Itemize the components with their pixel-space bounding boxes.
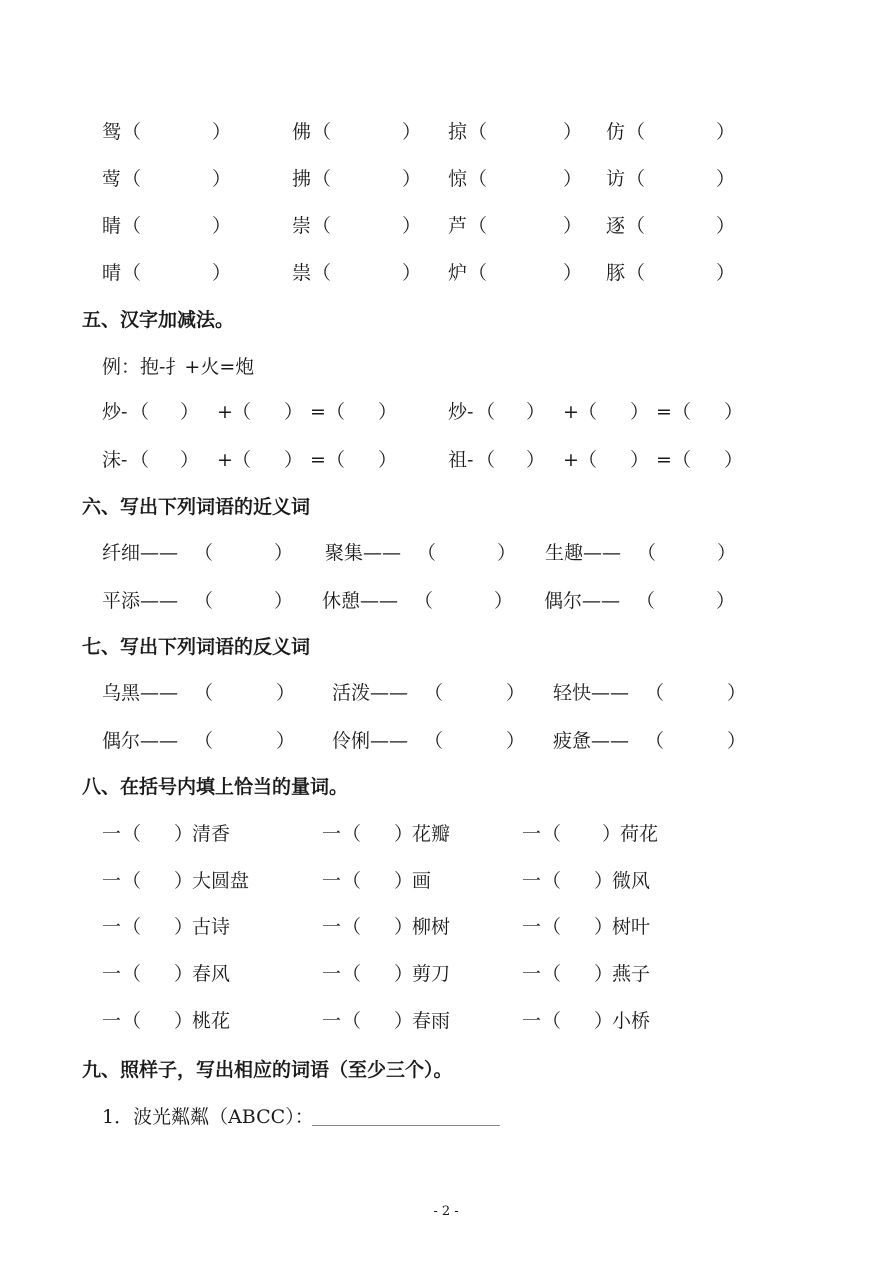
answer-blank[interactable] <box>648 256 716 290</box>
char-label: 晴 <box>102 262 122 284</box>
measure-word-row <box>0 910 892 944</box>
answer-blank-close-paren: ） <box>594 1010 614 1032</box>
one-prefix: 一 <box>322 916 342 938</box>
answer-blank-open-paren: （ <box>468 262 488 284</box>
answer-blank[interactable] <box>254 395 284 429</box>
noun-label: 画 <box>412 870 432 892</box>
answer-blank[interactable] <box>694 443 724 477</box>
char-label: 炉 <box>448 262 468 284</box>
answer-blank-close-paren: ） <box>276 730 296 752</box>
equation-start: 祖- <box>448 449 474 471</box>
word-label: 聚集—— <box>325 542 402 564</box>
answer-blank-close-paren: ） <box>402 121 422 143</box>
answer-blank[interactable] <box>648 162 716 196</box>
answer-blank[interactable] <box>216 724 276 758</box>
answer-blank[interactable] <box>490 162 563 196</box>
answer-blank-close-paren: ） <box>378 449 398 471</box>
answer-blank-close-paren: ） <box>716 168 736 190</box>
char-label: 芦 <box>448 215 468 237</box>
answer-blank-open-paren: （ <box>122 215 142 237</box>
answer-blank-open-paren: （ <box>326 449 346 471</box>
answer-blank[interactable] <box>364 957 394 991</box>
answer-blank[interactable] <box>152 395 180 429</box>
word-label: 偶尔—— <box>544 590 621 612</box>
answer-blank-close-paren: ） <box>494 590 514 612</box>
answer-blank-open-paren: （ <box>342 1010 362 1032</box>
answer-blank-open-paren: （ <box>312 168 332 190</box>
answer-blank-open-paren: （ <box>312 121 332 143</box>
plus-sign: + <box>563 401 579 423</box>
answer-blank-close-paren: ） <box>724 401 744 423</box>
answer-blank-close-paren: ） <box>402 262 422 284</box>
noun-label: 花瓣 <box>412 823 451 845</box>
section-9-heading: 九、照样子，写出相应的词语（至少三个）。 <box>82 1059 453 1081</box>
answer-blank-open-paren: （ <box>424 682 444 704</box>
answer-blank-open-paren: （ <box>578 449 598 471</box>
answer-blank-open-paren: （ <box>122 168 142 190</box>
answer-blank-close-paren: ） <box>594 916 614 938</box>
answer-blank-close-paren: ） <box>276 682 296 704</box>
noun-label: 荷花 <box>620 823 659 845</box>
answer-blank[interactable] <box>334 256 402 290</box>
one-prefix: 一 <box>102 916 122 938</box>
answer-blank-open-paren: （ <box>468 121 488 143</box>
answer-blank-open-paren: （ <box>194 682 214 704</box>
answer-blank-open-paren: （ <box>326 401 346 423</box>
noun-label: 春风 <box>192 963 231 985</box>
answer-blank[interactable] <box>216 536 274 570</box>
answer-blank-open-paren: （ <box>122 121 142 143</box>
answer-blank[interactable] <box>600 443 630 477</box>
answer-blank-close-paren: ） <box>174 963 194 985</box>
answer-blank-open-paren: （ <box>637 542 657 564</box>
answer-blank-close-paren: ） <box>630 449 650 471</box>
answer-blank-open-paren: （ <box>122 963 142 985</box>
answer-blank-close-paren: ） <box>717 542 737 564</box>
answer-blank[interactable] <box>564 957 594 991</box>
answer-blank-close-paren: ） <box>526 449 546 471</box>
answer-blank-close-paren: ） <box>284 449 304 471</box>
answer-blank[interactable] <box>144 817 174 851</box>
answer-blank-open-paren: （ <box>122 823 142 845</box>
item-label: 1．波光粼粼（ABCC）： <box>102 1106 314 1128</box>
answer-blank-close-paren: ） <box>497 542 517 564</box>
char-label: 仿 <box>606 121 626 143</box>
answer-blank[interactable] <box>490 256 563 290</box>
answer-blank-open-paren: （ <box>122 916 142 938</box>
noun-label: 小桥 <box>612 1010 651 1032</box>
answer-blank-open-paren: （ <box>578 401 598 423</box>
plus-sign: + <box>217 449 233 471</box>
word-label: 纤细—— <box>102 542 179 564</box>
char-label: 莺 <box>102 168 122 190</box>
char-label: 崇 <box>292 215 312 237</box>
answer-blank-close-paren: ） <box>724 449 744 471</box>
answer-blank-close-paren: ） <box>727 730 747 752</box>
one-prefix: 一 <box>322 963 342 985</box>
one-prefix: 一 <box>322 870 342 892</box>
answer-blank[interactable] <box>144 256 212 290</box>
answer-blank[interactable] <box>667 724 727 758</box>
answer-blank-open-paren: （ <box>130 449 150 471</box>
answer-blank-close-paren: ） <box>394 963 414 985</box>
answer-blank-close-paren: ） <box>394 1010 414 1032</box>
answer-blank-close-paren: ） <box>174 916 194 938</box>
answer-blank-close-paren: ） <box>174 823 194 845</box>
answer-blank-close-paren: ） <box>563 121 583 143</box>
answer-blank-open-paren: （ <box>542 1010 562 1032</box>
noun-label: 剪刀 <box>412 963 451 985</box>
answer-blank-open-paren: （ <box>122 870 142 892</box>
one-prefix: 一 <box>102 870 122 892</box>
char-label: 掠 <box>448 121 468 143</box>
answer-blank[interactable] <box>498 443 526 477</box>
equals-sign: = <box>656 449 672 471</box>
word-label: 休憩—— <box>322 590 399 612</box>
answer-blank-open-paren: （ <box>342 870 362 892</box>
answer-blank[interactable] <box>498 395 526 429</box>
equation-start: 沫- <box>102 449 128 471</box>
answer-blank[interactable] <box>490 115 563 149</box>
answer-blank[interactable] <box>694 395 724 429</box>
answer-blank-close-paren: ） <box>630 401 650 423</box>
answer-blank-close-paren: ） <box>506 682 526 704</box>
answer-blank-open-paren: （ <box>232 401 252 423</box>
answer-blank-open-paren: （ <box>542 916 562 938</box>
equals-sign: = <box>310 401 326 423</box>
answer-blank[interactable] <box>439 536 497 570</box>
word-label: 疲惫—— <box>553 730 630 752</box>
char-label: 访 <box>606 168 626 190</box>
word-label: 乌黑—— <box>102 682 179 704</box>
answer-line[interactable] <box>312 1125 500 1126</box>
measure-word-row <box>0 817 892 851</box>
plus-sign: + <box>563 449 579 471</box>
answer-blank-open-paren: （ <box>476 449 496 471</box>
answer-blank-close-paren: ） <box>716 215 736 237</box>
answer-blank-open-paren: （ <box>542 963 562 985</box>
char-label: 祟 <box>292 262 312 284</box>
answer-blank[interactable] <box>648 115 716 149</box>
section-7-heading: 七、写出下列词语的反义词 <box>82 636 311 658</box>
answer-blank-open-paren: （ <box>645 730 665 752</box>
answer-blank-open-paren: （ <box>542 870 562 892</box>
answer-blank-open-paren: （ <box>626 262 646 284</box>
equals-sign: = <box>310 449 326 471</box>
answer-blank-open-paren: （ <box>342 916 362 938</box>
answer-blank[interactable] <box>144 115 212 149</box>
char-label: 拂 <box>292 168 312 190</box>
answer-blank[interactable] <box>564 864 594 898</box>
answer-blank[interactable] <box>216 584 274 618</box>
answer-blank-close-paren: ） <box>212 168 232 190</box>
synonym-row <box>0 536 892 570</box>
answer-blank[interactable] <box>446 676 506 710</box>
page-number: - 2 - <box>433 1204 459 1219</box>
answer-blank[interactable] <box>216 676 276 710</box>
answer-blank[interactable] <box>364 864 394 898</box>
one-prefix: 一 <box>102 1010 122 1032</box>
answer-blank-open-paren: （ <box>476 401 496 423</box>
noun-label: 树叶 <box>612 916 651 938</box>
answer-blank-open-paren: （ <box>626 215 646 237</box>
answer-blank-close-paren: ） <box>180 449 200 471</box>
answer-blank[interactable] <box>564 910 594 944</box>
answer-blank[interactable] <box>490 209 563 243</box>
answer-blank-open-paren: （ <box>636 590 656 612</box>
answer-blank-open-paren: （ <box>312 215 332 237</box>
answer-blank-close-paren: ） <box>727 682 747 704</box>
plus-sign: + <box>217 401 233 423</box>
answer-blank-close-paren: ） <box>212 121 232 143</box>
answer-blank[interactable] <box>659 536 717 570</box>
one-prefix: 一 <box>522 870 542 892</box>
char-row <box>0 115 892 149</box>
answer-blank-close-paren: ） <box>716 590 736 612</box>
measure-word-row <box>0 864 892 898</box>
one-prefix: 一 <box>322 1010 342 1032</box>
answer-blank-open-paren: （ <box>194 730 214 752</box>
answer-blank[interactable] <box>564 1004 594 1038</box>
noun-label: 春雨 <box>412 1010 451 1032</box>
answer-blank-close-paren: ） <box>174 870 194 892</box>
answer-blank-close-paren: ） <box>526 401 546 423</box>
answer-blank-close-paren: ） <box>594 963 614 985</box>
answer-blank-open-paren: （ <box>232 449 252 471</box>
answer-blank-close-paren: ） <box>716 262 736 284</box>
answer-blank-close-paren: ） <box>274 542 294 564</box>
answer-blank-close-paren: ） <box>563 168 583 190</box>
section-5-heading: 五、汉字加减法。 <box>82 309 235 331</box>
answer-blank[interactable] <box>348 395 378 429</box>
noun-label: 微风 <box>612 870 651 892</box>
char-label: 逐 <box>606 215 626 237</box>
char-label: 睛 <box>102 215 122 237</box>
answer-blank[interactable] <box>144 162 212 196</box>
answer-blank-close-paren: ） <box>394 823 414 845</box>
antonym-row <box>0 724 892 758</box>
pattern-item <box>0 1100 892 1134</box>
answer-blank-open-paren: （ <box>626 168 646 190</box>
answer-blank[interactable] <box>348 443 378 477</box>
answer-blank[interactable] <box>144 209 212 243</box>
answer-blank-close-paren: ） <box>212 262 232 284</box>
one-prefix: 一 <box>522 1010 542 1032</box>
answer-blank[interactable] <box>564 817 602 851</box>
noun-label: 燕子 <box>612 963 651 985</box>
answer-blank-close-paren: ） <box>212 215 232 237</box>
equals-sign: = <box>656 401 672 423</box>
answer-blank-open-paren: （ <box>194 542 214 564</box>
word-label: 轻快—— <box>553 682 630 704</box>
section-6-heading: 六、写出下列词语的近义词 <box>82 496 311 518</box>
answer-blank-open-paren: （ <box>342 823 362 845</box>
char-row <box>0 256 892 290</box>
word-label: 活泼—— <box>332 682 409 704</box>
equation-row <box>0 443 892 477</box>
word-label: 伶俐—— <box>332 730 409 752</box>
answer-blank-close-paren: ） <box>594 870 614 892</box>
noun-label: 古诗 <box>192 916 231 938</box>
one-prefix: 一 <box>522 916 542 938</box>
one-prefix: 一 <box>102 823 122 845</box>
answer-blank[interactable] <box>144 864 174 898</box>
answer-blank[interactable] <box>600 395 630 429</box>
answer-blank-open-paren: （ <box>468 215 488 237</box>
answer-blank[interactable] <box>152 443 180 477</box>
answer-blank-open-paren: （ <box>122 1010 142 1032</box>
answer-blank[interactable] <box>436 584 494 618</box>
one-prefix: 一 <box>322 823 342 845</box>
answer-blank[interactable] <box>446 724 506 758</box>
answer-blank-open-paren: （ <box>342 963 362 985</box>
one-prefix: 一 <box>522 963 542 985</box>
answer-blank-open-paren: （ <box>672 449 692 471</box>
answer-blank-open-paren: （ <box>645 682 665 704</box>
answer-blank[interactable] <box>144 1004 174 1038</box>
synonym-row <box>0 584 892 618</box>
answer-blank-close-paren: ） <box>563 262 583 284</box>
noun-label: 柳树 <box>412 916 451 938</box>
char-row <box>0 162 892 196</box>
measure-word-row <box>0 1004 892 1038</box>
answer-blank-close-paren: ） <box>402 215 422 237</box>
answer-blank[interactable] <box>364 1004 394 1038</box>
answer-blank-close-paren: ） <box>378 401 398 423</box>
word-label: 偶尔—— <box>102 730 179 752</box>
answer-blank-open-paren: （ <box>312 262 332 284</box>
example-text: 例：抱-扌+火=炮 <box>102 356 255 378</box>
answer-blank-close-paren: ） <box>506 730 526 752</box>
char-label: 鸳 <box>102 121 122 143</box>
answer-blank-open-paren: （ <box>626 121 646 143</box>
answer-blank[interactable] <box>364 910 394 944</box>
one-prefix: 一 <box>522 823 542 845</box>
answer-blank[interactable] <box>648 209 716 243</box>
answer-blank-close-paren: ） <box>563 215 583 237</box>
noun-label: 清香 <box>192 823 231 845</box>
answer-blank-close-paren: ） <box>274 590 294 612</box>
answer-blank-open-paren: （ <box>194 590 214 612</box>
char-row <box>0 209 892 243</box>
answer-blank-close-paren: ） <box>716 121 736 143</box>
word-label: 平添—— <box>102 590 179 612</box>
answer-blank[interactable] <box>334 115 402 149</box>
equation-row <box>0 395 892 429</box>
noun-label: 大圆盘 <box>192 870 250 892</box>
measure-word-row <box>0 957 892 991</box>
one-prefix: 一 <box>102 963 122 985</box>
answer-blank-open-paren: （ <box>122 262 142 284</box>
answer-blank-close-paren: ） <box>174 1010 194 1032</box>
answer-blank-close-paren: ） <box>602 823 622 845</box>
answer-blank[interactable] <box>334 209 402 243</box>
char-label: 惊 <box>448 168 468 190</box>
answer-blank-open-paren: （ <box>417 542 437 564</box>
answer-blank-open-paren: （ <box>672 401 692 423</box>
answer-blank-open-paren: （ <box>424 730 444 752</box>
answer-blank[interactable] <box>334 162 402 196</box>
answer-blank-close-paren: ） <box>394 870 414 892</box>
word-label: 生趣—— <box>545 542 622 564</box>
answer-blank-open-paren: （ <box>414 590 434 612</box>
section-8-heading: 八、在括号内填上恰当的量词。 <box>82 776 349 798</box>
equation-start: 炒- <box>102 401 128 423</box>
answer-blank[interactable] <box>144 910 174 944</box>
noun-label: 桃花 <box>192 1010 231 1032</box>
answer-blank[interactable] <box>254 443 284 477</box>
char-label: 佛 <box>292 121 312 143</box>
answer-blank[interactable] <box>658 584 716 618</box>
answer-blank-close-paren: ） <box>402 168 422 190</box>
answer-blank-close-paren: ） <box>180 401 200 423</box>
answer-blank-open-paren: （ <box>542 823 562 845</box>
answer-blank-close-paren: ） <box>394 916 414 938</box>
answer-blank-close-paren: ） <box>284 401 304 423</box>
answer-blank[interactable] <box>667 676 727 710</box>
antonym-row <box>0 676 892 710</box>
answer-blank-open-paren: （ <box>130 401 150 423</box>
char-label: 豚 <box>606 262 626 284</box>
answer-blank[interactable] <box>364 817 394 851</box>
equation-start: 炒- <box>448 401 474 423</box>
example-line <box>0 350 892 384</box>
answer-blank-open-paren: （ <box>468 168 488 190</box>
answer-blank[interactable] <box>144 957 174 991</box>
